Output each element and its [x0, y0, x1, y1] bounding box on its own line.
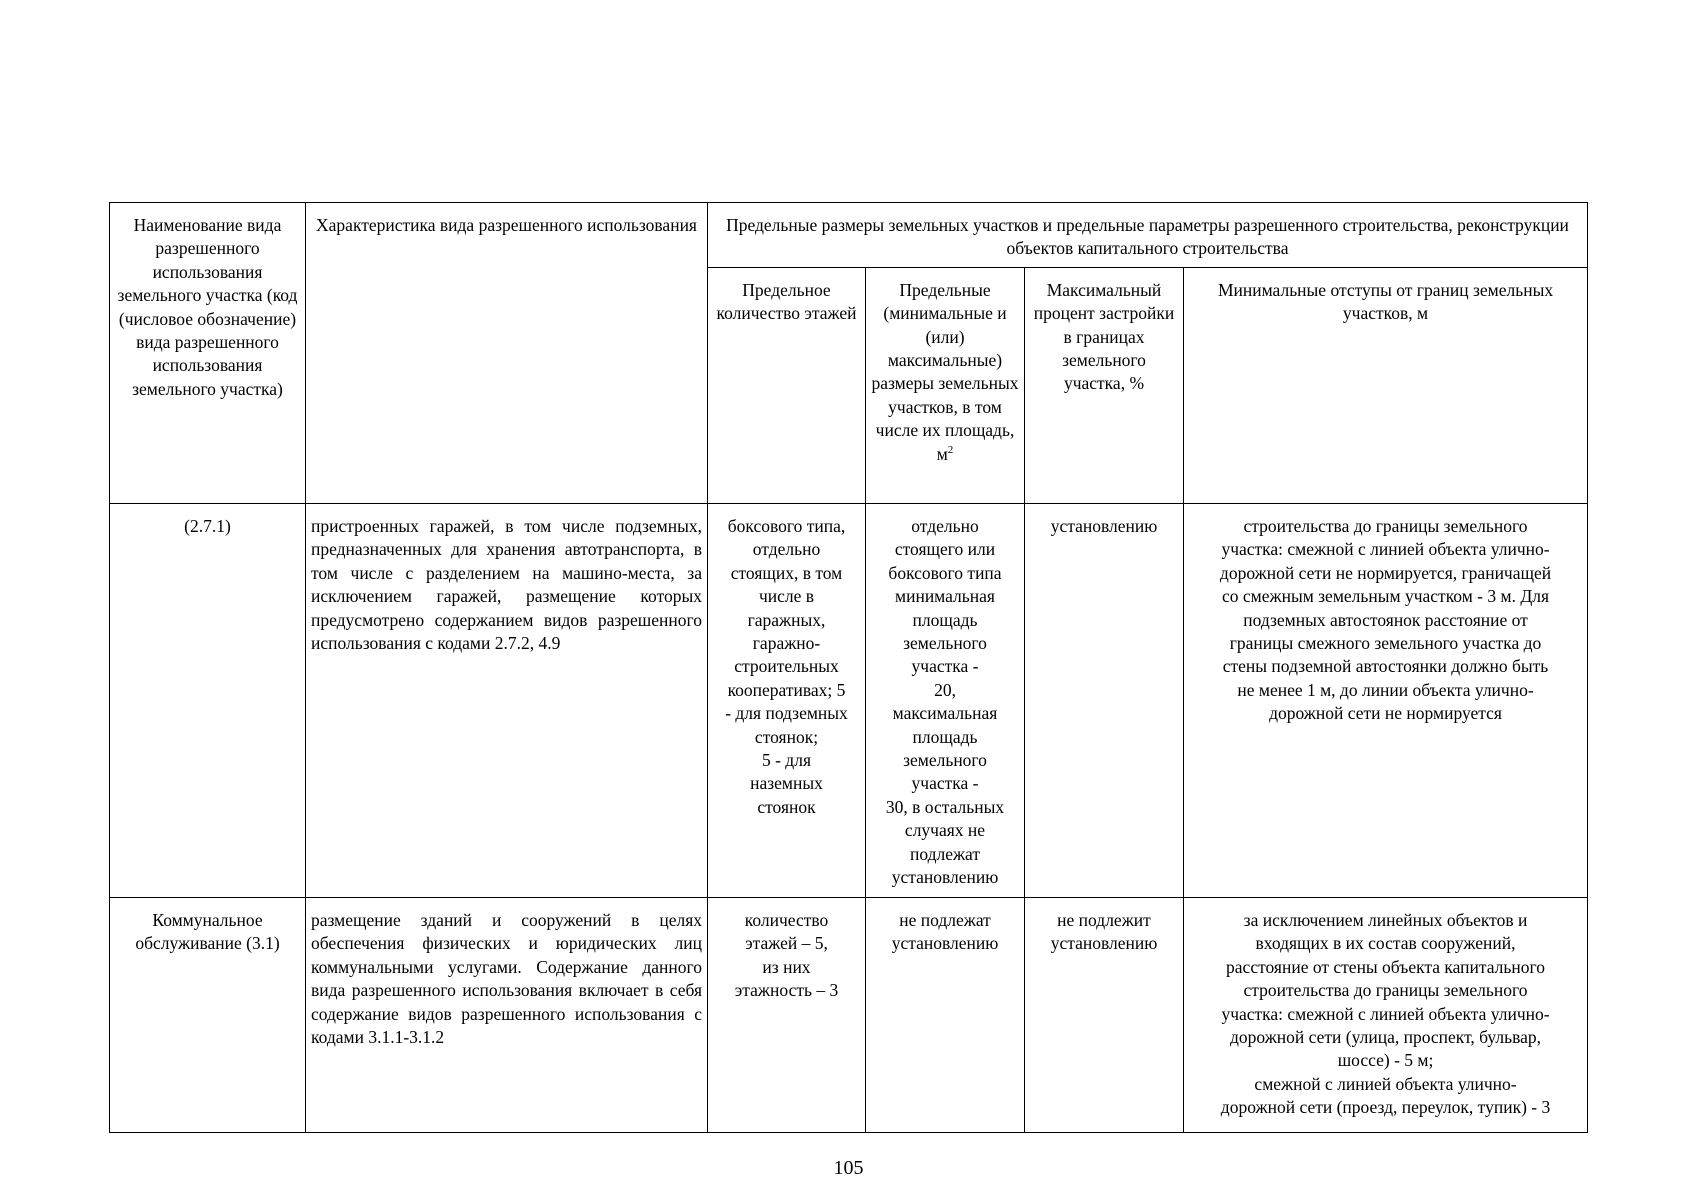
- row-setbacks: за исключением линейных объектов и входящих в их состав сооружений, расстояние от стены объекта капитального строительства до границы земельного участка: смежной с линией объекта улично- дорожной сети (улица, проспект, бульвар, шоссе) - 5 м; смежной с линией объекта улично- дорожной сети (проезд, переулок, тупик) - 3: [1220, 910, 1551, 1118]
- row-percent: установлению: [1050, 516, 1158, 536]
- row-area-cell: [866, 898, 1025, 1133]
- header-area-superscript: 2: [947, 443, 954, 456]
- row-floors-cell: [708, 898, 866, 1133]
- table-row: [110, 504, 1588, 898]
- table-row: [110, 898, 1588, 1133]
- row-setbacks-cell: [1184, 898, 1588, 1133]
- page-number: 105: [833, 1157, 864, 1179]
- row-characteristic: пристроенных гаражей, в том числе подземных, предназначенных для хранения автотранспорта, в том числе с разделением на машино-места, за исключением гаражей, размещение которых предусмотрено содержанием видов разрешенного использования с кодами 2.7.2, 4.9: [311, 516, 702, 654]
- row-percent: не подлежит установлению: [1050, 910, 1158, 954]
- row-area: отдельно стоящего или боксового типа минимальная площадь земельного участка - 20, максимальная площадь земельного участка - 30, в остальных случаях не подлежат установлению: [885, 516, 1005, 888]
- header-floors-cell: [708, 267, 866, 503]
- row-floors: количество этажей – 5, из них этажность – 3: [734, 910, 839, 1001]
- header-area-cell: [866, 267, 1025, 503]
- header-percent-label: Максимальный процент застройки в границах земельного участка, %: [1033, 279, 1175, 394]
- row-floors: боксового типа, отдельно стоящих, в том числе в гаражных, гаражно- строительных кооперативах; 5 - для подземных стоянок; 5 - для наземных стоянок: [725, 516, 848, 817]
- header-characteristic-cell: [306, 203, 708, 504]
- row-name-cell: [110, 898, 306, 1133]
- row-name-cell: [110, 504, 306, 898]
- header-characteristic-label: Характеристика вида разрешенного использования: [316, 215, 697, 235]
- row-characteristic-cell: [306, 898, 708, 1133]
- row-name: Коммунальное обслуживание (3.1): [135, 910, 280, 954]
- header-limits-group-cell: [708, 203, 1588, 268]
- header-setbacks-cell: [1184, 267, 1588, 503]
- header-floors-label: Предельное количество этажей: [716, 279, 857, 324]
- row-setbacks-cell: [1184, 504, 1588, 898]
- land-use-table: [109, 202, 1588, 1133]
- row-percent-cell: [1025, 898, 1184, 1133]
- header-percent-cell: [1025, 267, 1184, 503]
- row-area: не подлежат установлению: [891, 910, 999, 954]
- row-characteristic-cell: [306, 504, 708, 898]
- header-row-1: [110, 203, 1588, 268]
- row-name: (2.7.1): [184, 516, 231, 536]
- row-characteristic: размещение зданий и сооружений в целях обеспечения физических и юридических лиц коммунальными услугами. Содержание данного вида разрешенного использования включает в себя содержание видов разрешенного использования с кодами 3.1.1-3.1.2: [311, 910, 702, 1048]
- row-percent-cell: [1025, 504, 1184, 898]
- header-limits-group-label: Предельные размеры земельных участков и предельные параметры разрешенного строительства, реконструкции объектов капитального строительства: [726, 215, 1569, 259]
- header-setbacks-label: Минимальные отступы от границ земельных участков, м: [1217, 279, 1554, 324]
- row-area-cell: [866, 504, 1025, 898]
- row-floors-cell: [708, 504, 866, 898]
- header-name-cell: [110, 203, 306, 504]
- row-setbacks: строительства до границы земельного участка: смежной с линией объекта улично- дорожной сети не нормируется, граничащей со смежным земельным участком - 3 м. Для подземных автостоянок расстояние от границы смежного земельного участка до стены подземной автостоянки должно быть не менее 1 м, до линии объекта улично- дорожной сети не нормируется: [1219, 516, 1552, 724]
- header-name-label: Наименование вида разрешенного использования земельного участка (код (числовое обозначение) вида разрешенного использования земельного участка): [117, 215, 298, 399]
- header-area-label: Предельные (минимальные и (или) максимальные) размеры земельных участков, в том числе их площадь, м: [871, 279, 1019, 464]
